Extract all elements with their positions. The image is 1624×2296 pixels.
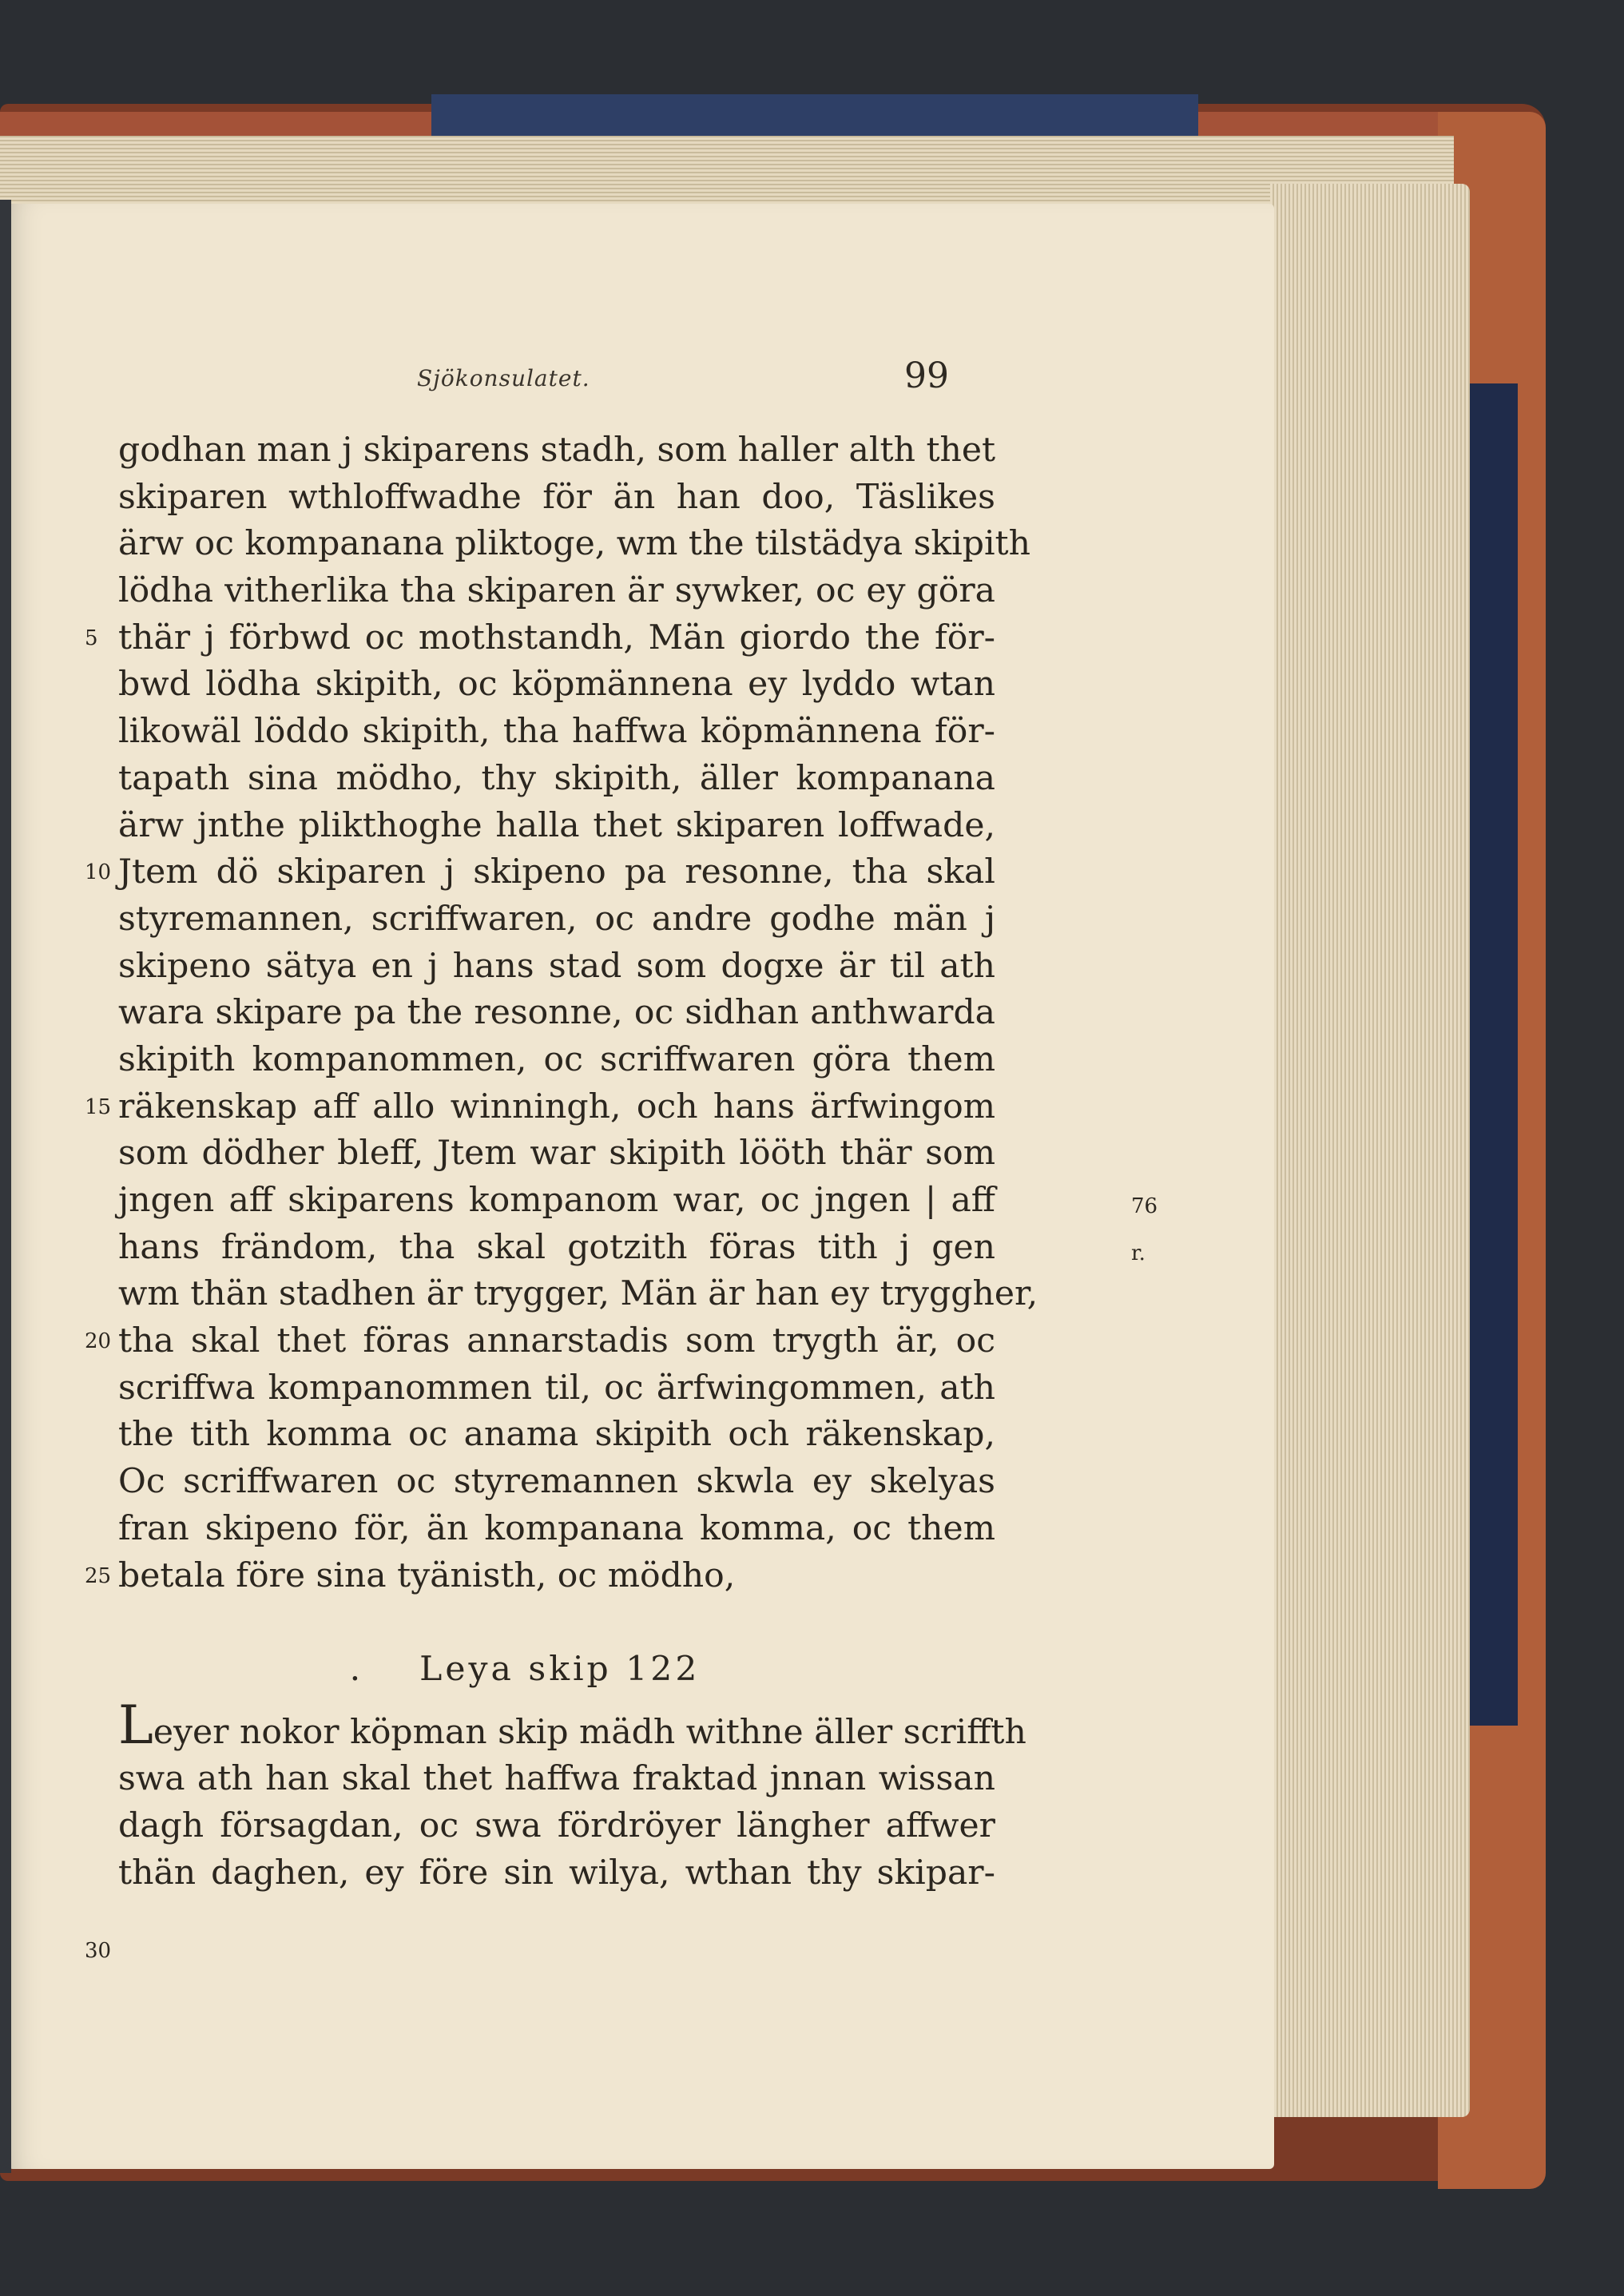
text-line: bwd lödha skipith, oc köpmännena ey lyddo wtan [118,665,995,705]
line-number: 20 [85,1329,112,1354]
text-line: ärw jnthe plikthoghe halla thet skiparen loffwade, [118,805,995,845]
text-line: dagh försagdan, oc swa fördröyer längher affwer [118,1805,995,1845]
text-block [85,427,1158,1964]
text-line-content: eyer nokor köpman skip mädh withne äller scriffth [153,1712,1026,1752]
section-spacer [118,1694,995,1710]
text-line: skipeno sätya en j hans stad som dogxe är til ath [118,946,995,986]
line-number: 30 [85,1939,112,1964]
page-header [0,356,1624,403]
text-line: hans frändom, tha skal gotzith föras tith j gen [118,1227,995,1267]
text-line: fran skipeno för, än kompanana komma, oc them [118,1508,995,1548]
text-line: styremannen, scriffwaren, oc andre godhe män j [118,899,995,939]
text-line: the tith komma oc anama skipith och räkenskap, [118,1415,995,1455]
section-bullet: . [349,1649,364,1689]
text-line: wara skipare pa the resonne, oc sidhan anthwarda [118,993,995,1033]
line-number: 25 [85,1563,112,1588]
page-number: 99 [904,356,949,396]
margin-folio-note: 76 r. [1131,1194,1158,1265]
text-line: betala före sina tyänisth, oc mödho, [118,1555,736,1595]
section-heading [118,1647,995,1694]
page-block-top [0,136,1454,208]
text-line: thär j förbwd oc mothstandh, Män giordo the för- [118,618,995,657]
text-line: skipith kompanommen, oc scriffwaren göra them [118,1039,995,1079]
text-line: likowäl löddo skipith, tha haffwa köpmännena för- [118,712,995,752]
text-line: räkenskap aff allo winningh, och hans ärfwingom [118,1086,995,1126]
cover-marbling [1470,383,1518,1726]
text-line: thän daghen, ey före sin wilya, wthan thy skipar- [118,1853,995,1893]
text-line: swa ath han skal thet haffwa fraktad jnnan wissan [118,1759,995,1799]
text-line: skiparen wthloffwadhe för än han doo, Täslikes [118,477,995,517]
text-line: scriffwa kompanommen til, oc ärfwingommen, ath [118,1368,995,1408]
running-title: Sjökonsulatet. [417,365,590,391]
text-line: wm thän stadhen är trygger, Män är han ey tryggher, [118,1274,1038,1314]
text-line: jngen aff skiparens kompanom war, oc jngen | aff [118,1181,995,1220]
text-line: som dödher bleff, Jtem war skipith lööth thär som [118,1134,995,1174]
text-line: tapath sina mödho, thy skipith, äller kompanana [118,758,995,798]
text-line [118,1694,1026,1757]
section-title: Leya skip 122 [419,1649,701,1689]
drop-initial: L [118,1694,153,1756]
text-line: ärw oc kompanana pliktoge, wm the tilstädya skipith [118,524,1031,564]
spine-band [431,94,1198,142]
line-number: 10 [85,860,112,885]
text-line: lödha vitherlika tha skiparen är sywker, oc ey göra [118,571,995,611]
text-line: tha skal thet föras annarstadis som trygth är, oc [118,1321,995,1361]
page-block-fore-edge [1270,184,1470,2117]
text-line: godhan man j skiparens stadh, som haller alth thet [118,431,996,470]
gutter-shadow [0,200,11,2173]
line-number: 15 [85,1094,112,1119]
text-line: Jtem dö skiparen j skipeno pa resonne, tha skal [118,852,995,892]
text-line: Oc scriffwaren oc styremannen skwla ey skelyas [118,1462,995,1502]
section-spacer [118,1599,995,1647]
line-number: 5 [85,626,98,650]
